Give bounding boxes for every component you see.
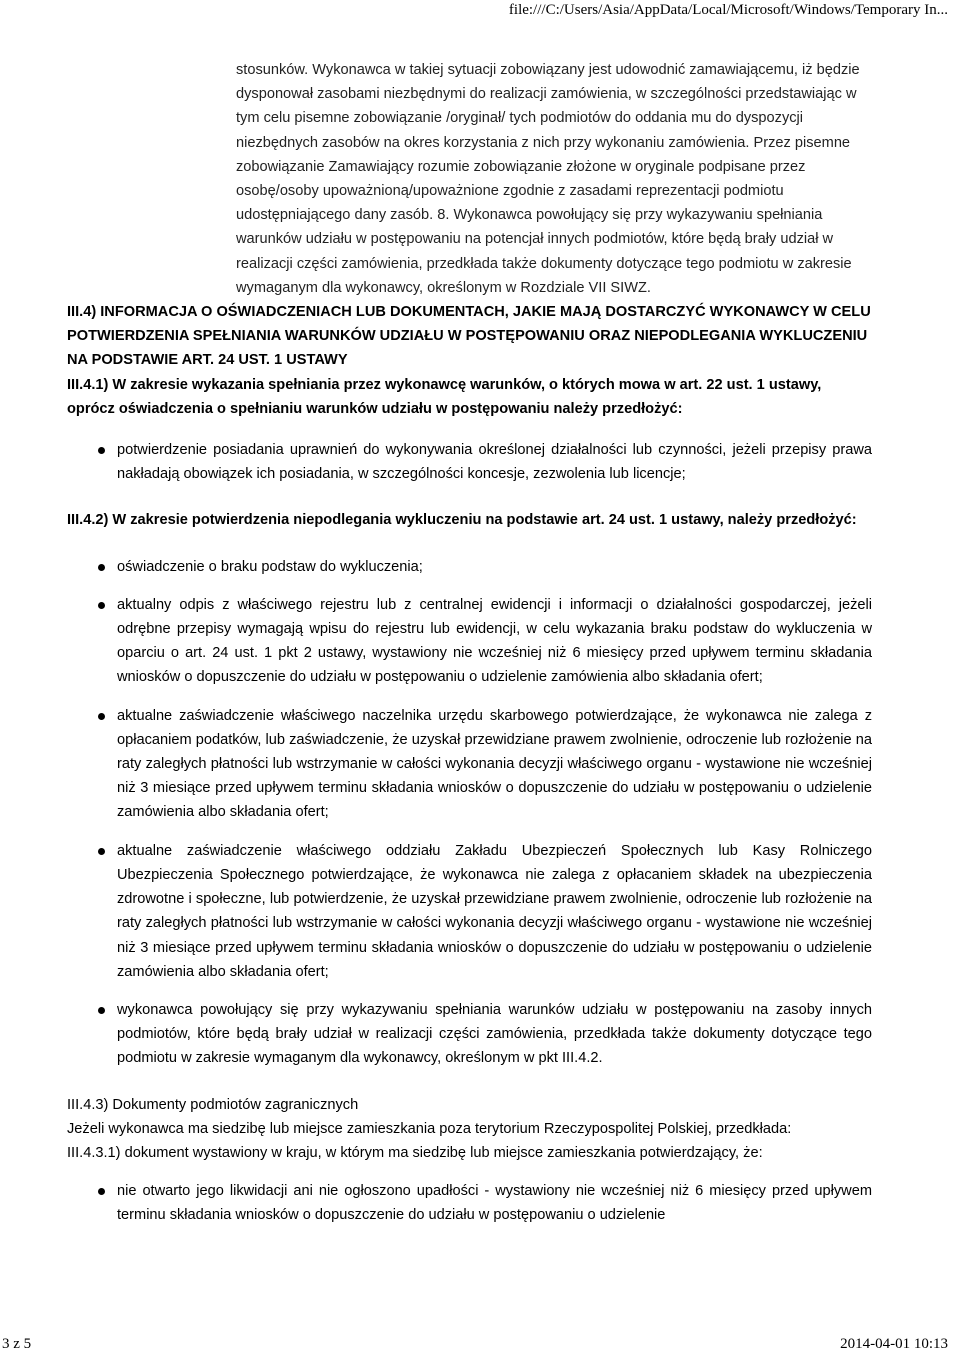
print-datetime: 2014-04-01 10:13 xyxy=(840,1336,948,1352)
bullet-list-3-4-2 xyxy=(67,555,872,1071)
list-item: potwierdzenie posiadania uprawnień do wykonywania określonej działalności lub czynności, jeżeli przepisy prawa nakładają obowiązek ich posiadania, w szczególności koncesje, zezwolenia lub licencje; xyxy=(67,438,872,486)
foreign-document-text: III.4.3.1) dokument wystawiony w kraju, w którym ma siedzibę lub miejsce zamieszkania potwierdzający, że: xyxy=(67,1144,763,1161)
foreign-entities-text: Jeżeli wykonawca ma siedzibę lub miejsce zamieszkania poza terytorium Rzeczypospolitej Polskiej, przedkłada: xyxy=(67,1120,792,1137)
bullet-list-3-4-3 xyxy=(67,1179,872,1227)
section-heading: III.4) INFORMACJA O OŚWIADCZENIACH LUB DOKUMENTACH, JAKIE MAJĄ DOSTARCZYĆ WYKONAWCY W CELU POTWIERDZENIA SPEŁNIANIA WARUNKÓW UDZIAŁU W POSTĘPOWANIU ORAZ NIEPODLEGANIA WYKLUCZENIU NA PODSTAWIE ART. 24 UST. 1 USTAWY xyxy=(67,304,871,369)
intro-paragraph: stosunków. Wykonawca w takiej sytuacji zobowiązany jest udowodnić zamawiającemu, iż będzie dysponował zasobami niezbędnymi do realizacji zamówienia, w szczególności przedstawiając w tym celu pisemne zobowiązanie /oryginał/ tych podmiotów do oddania mu do dyspozycji niezbędnych zasobów na okres korzystania z nich przy wykonaniu zamówienia. Przez pisemne zobowiązanie Zamawiający rozumie zobowiązanie złożone w oryginale podpisane przez osobę/osoby upoważnioną/upoważnione zgodnie z zasadami reprezentacji podmiotu udostępniającego dany zasób. 8. Wykonawca powołujący się przy wykazywaniu spełniania warunków udziału w postępowaniu na potencjał innych podmiotów, które będą brały udział w realizacji części zamówienia, przedkłada także dokumenty dotyczące tego podmiotu w zakresie wymaganym dla wykonawcy, określonym w Rozdziale VII SIWZ. xyxy=(236,62,860,296)
list-item: oświadczenie o braku podstaw do wykluczenia; xyxy=(67,555,872,579)
subsection-heading-3-4-2: III.4.2) W zakresie potwierdzenia niepodlegania wykluczeniu na podstawie art. 24 ust. 1 ustawy, należy przedłożyć: xyxy=(67,512,857,529)
subsection-heading-3-4-3: III.4.3) Dokumenty podmiotów zagranicznych xyxy=(67,1096,359,1113)
bullet-list-3-4-1 xyxy=(67,438,872,486)
list-item: aktualny odpis z właściwego rejestru lub z centralnej ewidencji i informacji o działalności gospodarczej, jeżeli odrębne przepisy wymagają wpisu do rejestru lub ewidencji, w celu wykazania braku podstaw do wykluczenia w oparciu o art. 24 ust. 1 pkt 2 ustawy, wystawiony nie wcześniej niż 6 miesięcy przed upływem terminu składania wniosków o dopuszczenie do udziału w postępowaniu o udzielenie zamówienia albo składania ofert; xyxy=(67,593,872,690)
list-item: nie otwarto jego likwidacji ani nie ogłoszono upadłości - wystawiony nie wcześniej niż 6 miesięcy przed upływem terminu składania wniosków o dopuszczenie do udziału w postępowaniu o udzielenie xyxy=(67,1179,872,1227)
print-header-path: file:///C:/Users/Asia/AppData/Local/Microsoft/Windows/Temporary In... xyxy=(508,2,948,18)
page-number: 3 z 5 xyxy=(2,1336,32,1352)
list-item: aktualne zaświadczenie właściwego naczelnika urzędu skarbowego potwierdzające, że wykonawca nie zalega z opłacaniem podatków, lub zaświadczenie, że uzyskał przewidziane prawem zwolnienie, odroczenie lub rozłożenie na raty zaległych płatności lub wstrzymanie w całości wykonania decyzji właściwego organu - wystawione nie wcześniej niż 3 miesiące przed upływem terminu składania wniosków o dopuszczenie do udziału w postępowaniu o udzielenie zamówienia albo składania ofert; xyxy=(67,704,872,825)
list-item: aktualne zaświadczenie właściwego oddziału Zakładu Ubezpieczeń Społecznych lub Kasy Rolniczego Ubezpieczenia Społecznego potwierdzające, że wykonawca nie zalega z opłacaniem składek na ubezpieczenia zdrowotne i społeczne, lub potwierdzenie, że uzyskał przewidziane prawem zwolnienie, odroczenie lub rozłożenie na raty zaległych płatności lub wstrzymanie w całości wykonania decyzji właściwego organu - wystawione nie wcześniej niż 3 miesiące przed upływem terminu składania wniosków o dopuszczenie do udziału w postępowaniu o udzielenie zamówienia albo składania ofert; xyxy=(67,839,872,984)
list-item: wykonawca powołujący się przy wykazywaniu spełniania warunków udziału w postępowaniu na zasoby innych podmiotów, które będą brały udział w realizacji części zamówienia, przedkłada także dokumenty dotyczące tego podmiotu w zakresie wymaganym dla wykonawcy, określonym w pkt III.4.2. xyxy=(67,998,872,1071)
subsection-heading-3-4-1: III.4.1) W zakresie wykazania spełniania przez wykonawcę warunków, o których mowa w art. 22 ust. 1 ustawy, oprócz oświadczenia o spełnianiu warunków udziału w postępowaniu należy przedłożyć: xyxy=(67,376,822,417)
document-body xyxy=(67,58,872,1228)
